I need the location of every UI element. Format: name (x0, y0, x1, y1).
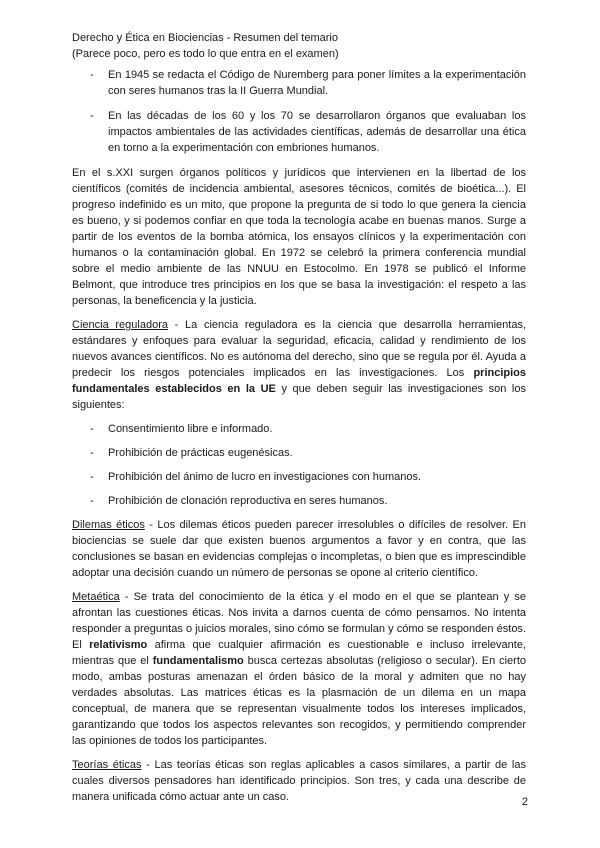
term-teorias-eticas: Teorías éticas (72, 759, 142, 771)
dash-bullet: - (90, 69, 94, 81)
term-dilemas-eticos: Dilemas éticos (72, 519, 145, 531)
document-title: Derecho y Ética en Biociencias - Resumen del temario (72, 32, 338, 44)
list-item: - Consentimiento libre e informado. (90, 423, 273, 435)
paragraph-ciencia-reguladora: Ciencia reguladora - La ciencia reguladora es la ciencia que desarrolla herramientas, estándares y enfoques para evaluar la seguridad, eficacia, calidad y rendimiento de los nuevos avances científicos. No es autónoma del derecho, sino que se regula por él. Ayuda a predecir los riesgos potenciales implicados en las investigaciones. Los principios fundamentales establecidos en la UE y que deben seguir las investigaciones son los siguientes: (72, 319, 526, 411)
intro-bullet-list (72, 67, 526, 156)
list-item: - Prohibición del ánimo de lucro en investigaciones con humanos. (90, 471, 422, 483)
dash-bullet: - (90, 471, 94, 483)
list-item: - Prohibición de prácticas eugenésicas. (90, 447, 293, 459)
document-page (72, 30, 526, 813)
paragraph-metaetica: Metaética - Se trata del conocimiento de la ética y el modo en el que se plantean y se afrontan las cuestiones éticas. Nos invita a darnos cuenta de cómo pensamos. No intenta responder a preguntas o juicios morales, sino cómo se formulan y cómo se responden éstos. El relativismo afirma que cualquier afirmación es cuestionable e incluso irrelevante, mientras que el fundamentalismo busca certezas absolutas (religioso o secular). En cierto modo, ambas posturas amenazan el órden básico de la moral y admiten que no hay verdades absolutas. Las matrices éticas es la plasmación de un dilema en un mapa conceptual, de manera que se representan visualmente todos los intereses implicados, garantizando que todos los aspectos relevantes son recogidos, y permitiendo comprender las opiniones de todos los participantes. (72, 591, 526, 747)
page-number: 2 (521, 796, 528, 808)
dash-bullet: - (90, 495, 94, 507)
document-subtitle: (Parece poco, pero es todo lo que entra en el examen) (72, 48, 339, 60)
dash-bullet: - (90, 423, 94, 435)
term-ciencia-reguladora: Ciencia reguladora (72, 319, 168, 331)
paragraph-sxxi: En el s.XXI surgen órganos políticos y jurídicos que intervienen en la libertad de los científicos (comités de incidencia ambiental, asesores técnicos, comités de bioética...). El progreso indefinido es un mito, que propone la pregunta de si todo lo que genera la ciencia es bueno, y si podemos confiar en que toda la tecnología acabe en buenas manos. Surge a partir de los eventos de la bomba atómica, los ensayos clínicos y la experimentación con humanos o la contaminación global. En 1972 se celebró la primera conferencia mundial sobre el medio ambiente de las NNUU en Estocolmo. En 1978 se publicó el Informe Belmont, que introduce tres principios en los que se basa la investigación: el respeto a las personas, la beneficencia y la justicia. (72, 167, 526, 307)
document-header (72, 30, 526, 62)
bold-principios: principios fundamentales establecidos en la UE (72, 367, 526, 395)
principios-bullet-list (72, 421, 526, 509)
list-item: - Prohibición de clonación reproductiva en seres humanos. (90, 495, 388, 507)
term-metaetica: Metaética (72, 591, 120, 603)
list-item: - En las décadas de los 60 y los 70 se desarrollaron órganos que evaluaban los impactos ambientales de las actividades científicas, además de desarrollar una ética en torno a la experimentación con embriones humanos. (90, 110, 526, 154)
bold-relativismo: relativismo (89, 639, 148, 651)
list-item: - En 1945 se redacta el Código de Nuremberg para poner límites a la experimentación con seres humanos tras la II Guerra Mundial. (90, 69, 526, 97)
dash-bullet: - (90, 447, 94, 459)
paragraph-dilemas: Dilemas éticos - Los dilemas éticos pueden parecer irresolubles o difíciles de resolver. En biociencias se suele dar que existen buenos argumentos a favor y en contra, que las conclusiones se basan en evidencias complejas o incompletas, o bien que es imprescindible adoptar una decisión cuando un número de personas se opone al criterio científico. (72, 519, 526, 579)
dash-bullet: - (90, 110, 94, 122)
bold-fundamentalismo: fundamentalismo (152, 655, 244, 667)
paragraph-teorias: Teorías éticas - Las teorías éticas son reglas aplicables a casos similares, a partir de las cuales diversos pensadores han identificado principios. Son tres, y cada una describe de manera unificada cómo actuar ante un caso. (72, 759, 526, 803)
